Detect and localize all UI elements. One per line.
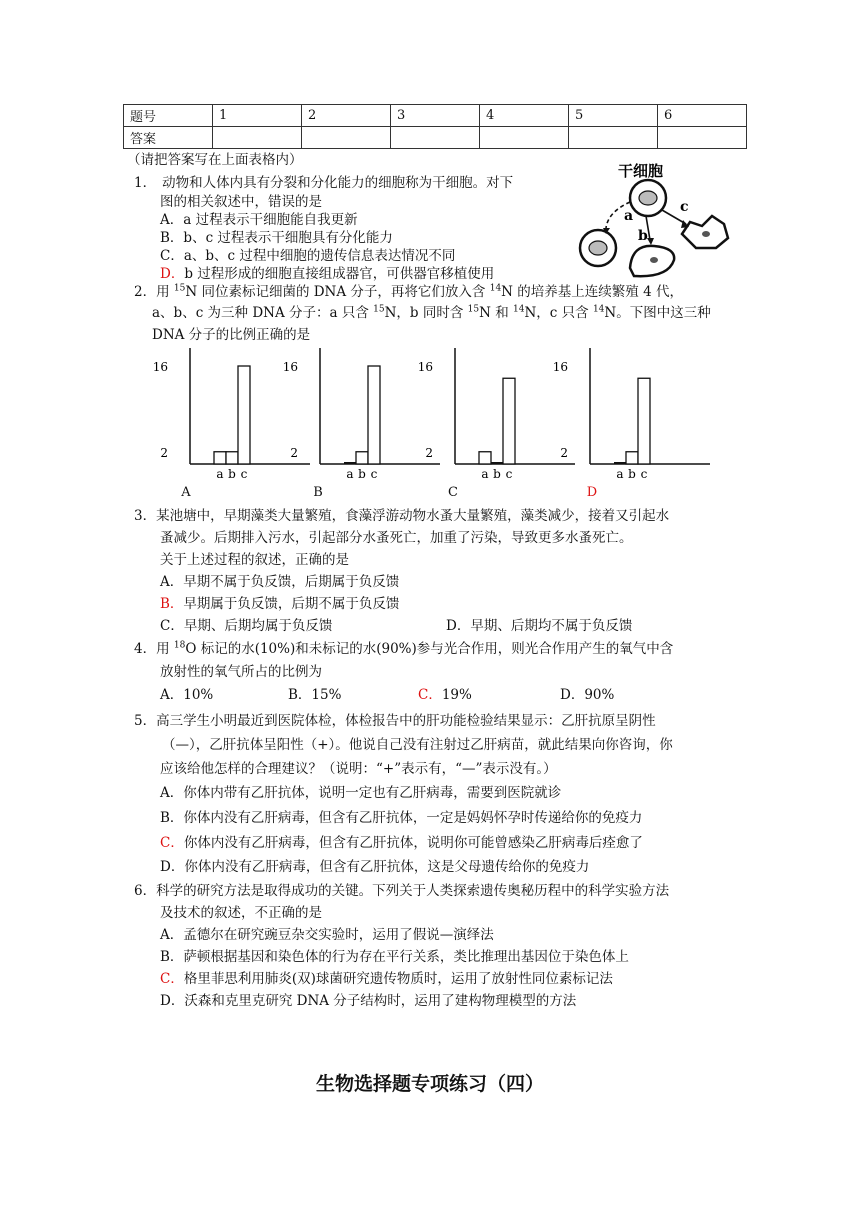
q6-stem-line2: 及技术的叙述，不正确的是 [160, 905, 322, 921]
bar-c [503, 378, 515, 464]
option-text: 90% [584, 687, 615, 703]
option-text: 沃森和克里克研究 DNA 分子结构时，运用了建构物理模型的方法 [184, 993, 577, 1009]
option-text: 15% [311, 687, 342, 703]
superscript: 14 [592, 304, 605, 315]
answer-table-answer-row [124, 127, 747, 149]
superscript: 14 [489, 283, 502, 294]
q2-text: N，b 同时含 [384, 305, 468, 321]
q6-number: 6． [134, 883, 157, 899]
y-tick-label: 2 [425, 445, 433, 460]
answer-table-number: 1 [213, 105, 302, 127]
superscript: 15 [173, 283, 186, 294]
answer-table-number: 4 [480, 105, 569, 127]
q3-number: 3． [134, 508, 157, 524]
label-b: b [638, 228, 648, 244]
option-text: 早期、后期均不属于负反馈 [470, 618, 633, 634]
y-tick-label: 2 [160, 445, 168, 460]
option-text: 早期、后期均属于负反馈 [183, 618, 333, 634]
q5-option-d [160, 857, 589, 877]
x-tick-label: a [216, 467, 224, 481]
q4-option-c [418, 685, 472, 705]
q3-option-a [160, 572, 399, 592]
answer-cell[interactable] [213, 127, 302, 149]
q2-text: N，c 只含 [524, 305, 593, 321]
q1-stem-line2: 图的相关叙述中，错误的是 [160, 194, 322, 210]
q6-option-a [160, 925, 494, 945]
chart-label: A [181, 485, 191, 500]
q5-option-a [160, 783, 561, 803]
q2-text: N。下图中这三种 [604, 305, 711, 321]
q6-text: 科学的研究方法是取得成功的关键。下列关于人类探索遗传奥秘历程中的科学实验方法 [156, 883, 670, 899]
option-letter: C． [160, 618, 184, 634]
bar-a [214, 452, 226, 464]
q6-option-b [160, 947, 629, 967]
option-letter-marked: B． [160, 596, 184, 612]
label-c: c [680, 199, 689, 215]
q1-stem-text: 动物和人体内具有分裂和分化能力的细胞称为干细胞。对下 [162, 175, 514, 191]
y-tick-label: 2 [560, 445, 568, 460]
q6-option-d [160, 991, 576, 1011]
q5-stem-line2: （—），乙肝抗体呈阳性（+）。他说自己没有注射过乙肝病苗，就此结果向你咨询，你 [162, 737, 673, 753]
q1-stem-line1 [134, 173, 513, 193]
chart-label: C [448, 485, 458, 500]
x-tick-label: b [628, 467, 636, 481]
q3-stem-line1 [134, 506, 669, 526]
x-tick-label: c [505, 467, 513, 481]
option-letter: B． [160, 949, 184, 965]
option-text: 孟德尔在研究豌豆杂交实验时，运用了假说—演绎法 [183, 927, 494, 943]
option-text: 你体内没有乙肝病毒，但含有乙肝抗体，说明你可能曾感染乙肝病毒后痊愈了 [183, 835, 643, 851]
x-tick-label: c [370, 467, 378, 481]
q2-text: N 同位素标记细菌的 DNA 分子，再将它们放入含 [185, 284, 490, 300]
q4-option-d [560, 685, 614, 705]
option-text: 你体内没有乙肝病毒，但含有乙肝抗体，一定是妈妈怀孕时传递给你的免疫力 [183, 810, 643, 826]
superscript: 14 [513, 304, 525, 315]
q2-text: a、b、c 为三种 DNA 分子：a 只含 [152, 305, 374, 321]
q5-stem-line3: 应该给他怎样的合理建议？（说明：“+”表示有，“—”表示没有。） [160, 761, 557, 777]
q1-number: 1． [134, 175, 157, 191]
chart-label: D [586, 485, 598, 500]
q6-stem-line1 [134, 881, 669, 901]
q4-stem-line1 [134, 639, 673, 659]
option-text: 19% [441, 687, 472, 703]
option-text: 格里菲思利用肺炎(双)球菌研究遗传物质时，运用了放射性同位素标记法 [183, 971, 613, 987]
q5-number: 5． [134, 713, 157, 729]
bar-b [226, 452, 238, 464]
q1-option-b [160, 228, 393, 248]
daughter-nucleus [589, 241, 607, 255]
stem-cell-nucleus [639, 191, 657, 205]
answer-cell[interactable] [480, 127, 569, 149]
cell-c-nucleus [702, 231, 710, 237]
figure-title: 干细胞 [618, 162, 664, 180]
option-text: 早期不属于负反馈，后期属于负反馈 [183, 574, 400, 590]
option-letter: A． [160, 574, 184, 590]
option-letter: A． [160, 785, 184, 801]
x-tick-label: a [481, 467, 489, 481]
q5-option-c [160, 833, 643, 853]
option-letter-marked: C． [160, 971, 184, 987]
answer-table-row-label: 答案 [124, 127, 213, 149]
bar-c [238, 366, 250, 464]
q2-stem-line2 [152, 303, 711, 323]
option-letter: A． [160, 927, 184, 943]
q4-text: 用 [156, 641, 174, 657]
answer-cell[interactable] [391, 127, 480, 149]
q4-text: O 标记的水(10%)和未标记的水(90%)参与光合作用，则光合作用产生的氧气中含 [185, 641, 674, 657]
section-title: 生物选择题专项练习（四） [315, 1073, 544, 1095]
option-letter: D． [560, 687, 585, 703]
q1-option-c [160, 246, 455, 266]
answer-cell[interactable] [658, 127, 747, 149]
label-a: a [624, 208, 634, 224]
x-tick-label: c [640, 467, 648, 481]
q4-option-b [288, 685, 341, 705]
y-tick-label: 16 [152, 360, 168, 374]
x-tick-label: b [358, 467, 366, 481]
option-letter-marked: C． [418, 687, 442, 703]
answer-table-number: 6 [658, 105, 747, 127]
x-tick-label: a [346, 467, 354, 481]
option-text: b 过程形成的细胞直接组成器官，可供器官移植使用 [184, 266, 495, 282]
bar-b [356, 452, 368, 464]
superscript: 15 [373, 304, 385, 315]
bar-c [368, 366, 380, 464]
option-text: 你体内没有乙肝病毒，但含有乙肝抗体，这是父母遗传给你的免疫力 [184, 859, 590, 875]
stem-cell-figure [568, 156, 738, 280]
x-tick-label: c [240, 467, 248, 481]
answer-table-number: 5 [569, 105, 658, 127]
q4-option-a [160, 685, 213, 705]
bar-charts [150, 340, 750, 502]
q2-text: 用 [156, 284, 174, 300]
option-text: 萨顿根据基因和染色体的行为存在平行关系，类比推理出基因位于染色体上 [183, 949, 629, 965]
arrow-b-head [647, 238, 654, 245]
option-text: 你体内带有乙肝抗体，说明一定也有乙肝病毒，需要到医院就诊 [183, 785, 562, 801]
option-letter: B． [288, 687, 312, 703]
option-text: 早期属于负反馈，后期不属于负反馈 [183, 596, 400, 612]
q4-stem-line2: 放射性的氧气所占的比例为 [160, 664, 322, 680]
x-tick-label: b [228, 467, 236, 481]
answer-cell[interactable] [302, 127, 391, 149]
y-tick-label: 16 [282, 360, 298, 374]
q5-stem-line1 [134, 711, 656, 731]
x-tick-label: b [493, 467, 501, 481]
q3-option-c [160, 616, 332, 636]
chart-label: B [313, 485, 323, 500]
q5-option-b [160, 808, 642, 828]
option-letter: B． [160, 230, 184, 246]
option-letter-marked: D． [160, 266, 185, 282]
option-text: a、b、c 过程中细胞的遗传信息表达情况不同 [183, 248, 456, 264]
q2-stem-line3: DNA 分子的比例正确的是 [152, 327, 311, 343]
q1-option-d [160, 264, 494, 284]
q2-number: 2． [134, 284, 157, 300]
answer-table-header-row [124, 105, 747, 127]
q3-text: 某池塘中，早期藻类大量繁殖，食藻浮游动物水蚤大量繁殖，藻类减少，接着又引起水 [156, 508, 670, 524]
bar-a [479, 452, 491, 464]
y-tick-label: 2 [290, 445, 298, 460]
option-letter: D． [160, 859, 185, 875]
answer-table-number: 2 [302, 105, 391, 127]
q3-stem-line2: 蚤减少。后期排入污水，引起部分水蚤死亡，加重了污染，导致更多水蚤死亡。 [160, 530, 633, 546]
bar-c [638, 378, 650, 464]
option-letter: D． [446, 618, 471, 634]
q2-text: N 的培养基上连续繁殖 4 代， [501, 284, 683, 300]
y-tick-label: 16 [552, 360, 568, 374]
q2-text: N 和 [479, 305, 514, 321]
option-letter: A． [160, 212, 184, 228]
answer-table [123, 104, 747, 149]
option-letter: C． [160, 248, 184, 264]
answer-cell[interactable] [569, 127, 658, 149]
q4-number: 4． [134, 641, 157, 657]
option-text: b、c 过程表示干细胞具有分化能力 [183, 230, 393, 246]
answer-table-number: 3 [391, 105, 480, 127]
answer-note: （请把答案写在上面表格内） [127, 152, 303, 168]
superscript: 18 [173, 640, 186, 651]
y-tick-label: 16 [417, 360, 433, 374]
answer-table-header: 题号 [124, 105, 213, 127]
q1-option-a [160, 210, 358, 230]
option-letter: A． [160, 687, 184, 703]
option-text: 10% [183, 687, 214, 703]
q3-stem-line3: 关于上述过程的叙述，正确的是 [160, 552, 349, 568]
cell-b-nucleus [650, 257, 658, 263]
superscript: 15 [467, 304, 480, 315]
q3-option-b [160, 594, 399, 614]
option-text: a 过程表示干细胞能自我更新 [183, 212, 358, 228]
x-tick-label: a [616, 467, 624, 481]
q5-text: 高三学生小明最近到医院体检，体检报告中的肝功能检验结果显示：乙肝抗原呈阴性 [156, 713, 656, 729]
option-letter: B． [160, 810, 184, 826]
q6-option-c [160, 969, 613, 989]
option-letter: D． [160, 993, 185, 1009]
option-letter-marked: C． [160, 835, 184, 851]
q2-stem-line1 [134, 282, 683, 302]
q3-option-d [446, 616, 632, 636]
bar-b [626, 452, 638, 464]
